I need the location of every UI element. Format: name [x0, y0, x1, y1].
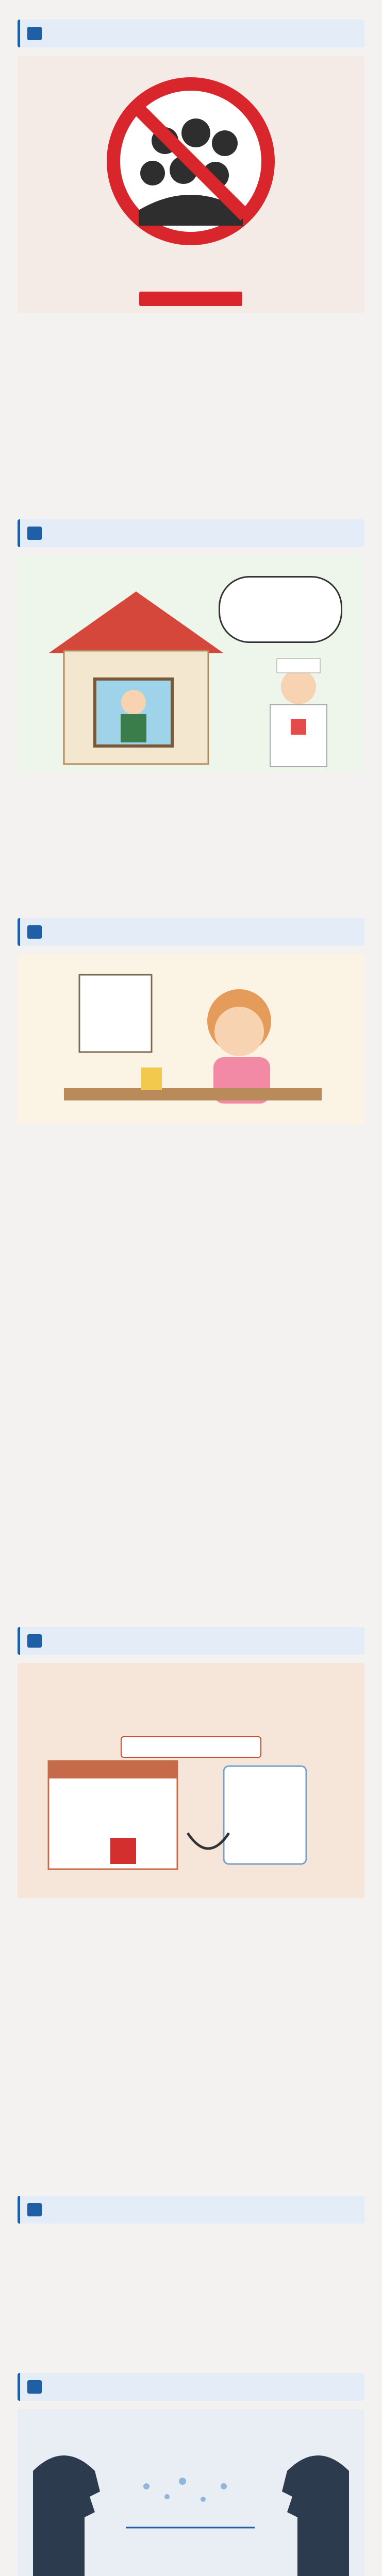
section-3-body	[18, 1131, 364, 1137]
poster-badge	[139, 292, 242, 306]
home-care-illustration	[18, 954, 364, 1124]
question-heading	[18, 918, 364, 946]
section-2	[0, 519, 382, 547]
silhouettes-illustration	[18, 2409, 364, 2576]
section-3	[0, 918, 382, 946]
clinic-illustration	[18, 1663, 364, 1898]
no-gathering-poster	[18, 56, 364, 313]
question-heading	[18, 519, 364, 547]
section-1	[0, 20, 382, 47]
question-heading	[18, 20, 364, 47]
question-number	[27, 1634, 42, 1648]
when-to-see-doctor-poster	[18, 1663, 364, 1898]
question-heading	[18, 2196, 364, 2224]
home-observation-illustration	[18, 555, 364, 772]
woman-at-desk-illustration	[18, 954, 364, 1124]
transmission-route-illustration	[18, 2409, 364, 2576]
question-heading	[18, 2373, 364, 2401]
section-4	[0, 1627, 382, 1655]
section-2-body	[18, 781, 364, 786]
section-5	[0, 2196, 382, 2224]
question-number	[27, 2203, 42, 2216]
symptom-tags	[121, 1736, 261, 1758]
question-number	[27, 925, 42, 939]
section-1-body	[18, 324, 364, 329]
question-number	[27, 527, 42, 540]
question-number	[27, 2380, 42, 2394]
question-heading	[18, 1627, 364, 1655]
section-6	[0, 2373, 382, 2401]
speech-bubble	[219, 576, 342, 643]
no-gathering-illustration	[18, 56, 364, 313]
section-5-body	[18, 2235, 364, 2240]
question-number	[27, 27, 42, 40]
section-4-body	[18, 1906, 364, 1911]
